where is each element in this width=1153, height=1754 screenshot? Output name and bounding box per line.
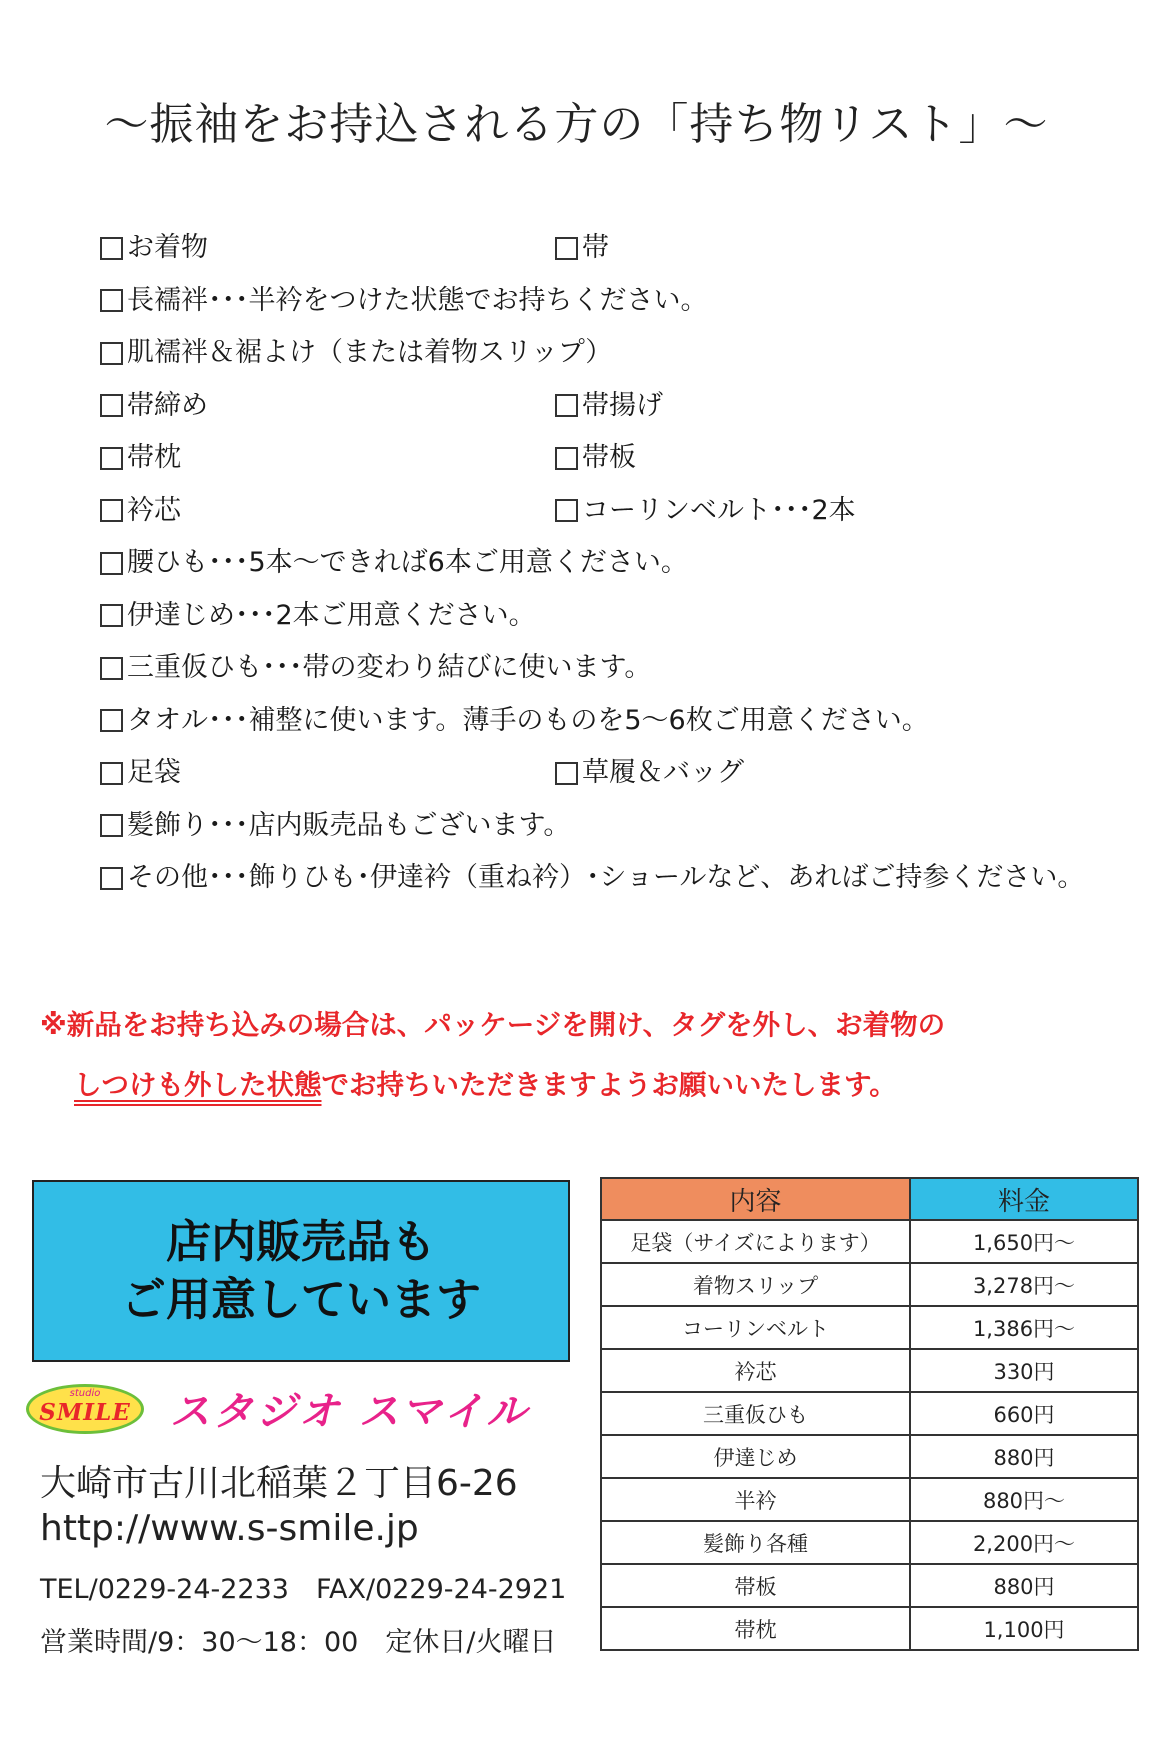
checklist-item[interactable]: 伊達じめ･･･2本ご用意ください。 <box>100 596 536 636</box>
store-url[interactable]: http://www.s-smile.jp <box>40 1508 419 1549</box>
table-header-row <box>601 1178 1138 1220</box>
checkbox-icon[interactable] <box>100 237 123 260</box>
banner-line-1: 店内販売品も <box>165 1215 436 1268</box>
checklist-item[interactable]: その他･･･飾りひも･伊達衿（重ね衿）･ショールなど、あればご持参ください。 <box>100 858 1084 898</box>
table-row <box>601 1220 1138 1263</box>
checklist <box>100 228 1120 911</box>
checklist-row <box>100 753 1120 806</box>
price-cell: 880円 <box>910 1435 1138 1478</box>
checklist-row <box>100 596 1120 649</box>
item-cell: 足袋（サイズによります） <box>601 1220 910 1263</box>
item-cell: 帯枕 <box>601 1607 910 1650</box>
checklist-row <box>100 333 1120 386</box>
checkbox-icon[interactable] <box>100 867 123 890</box>
checkbox-icon[interactable] <box>100 657 123 680</box>
table-row <box>601 1478 1138 1521</box>
checklist-item[interactable]: 長襦袢･･･半衿をつけた状態でお持ちください。 <box>100 281 708 321</box>
checklist-item[interactable]: 帯揚げ <box>555 386 663 426</box>
checklist-item[interactable]: 帯締め <box>100 386 208 426</box>
item-cell: 衿芯 <box>601 1349 910 1392</box>
item-cell: 帯板 <box>601 1564 910 1607</box>
logo-smile-text: SMILE <box>39 1399 131 1426</box>
checklist-item[interactable]: 肌襦袢＆裾よけ（または着物スリップ） <box>100 333 612 373</box>
checkbox-icon[interactable] <box>100 552 123 575</box>
checklist-item[interactable]: 衿芯 <box>100 491 181 531</box>
table-row <box>601 1435 1138 1478</box>
price-cell: 1,386円～ <box>910 1306 1138 1349</box>
checklist-row <box>100 858 1120 911</box>
table-row <box>601 1306 1138 1349</box>
store-address: 大崎市古川北稲葉２丁目6-26 <box>40 1463 518 1504</box>
table-row <box>601 1392 1138 1435</box>
table-row <box>601 1564 1138 1607</box>
checklist-row <box>100 806 1120 859</box>
notice-line-1: ※新品をお持ち込みの場合は、パッケージを開け、タグを外し、お着物の <box>40 1009 946 1041</box>
checkbox-icon[interactable] <box>100 499 123 522</box>
checklist-row <box>100 228 1120 281</box>
checklist-item[interactable]: 髪飾り･･･店内販売品もございます。 <box>100 806 570 846</box>
in-store-sales-banner <box>32 1180 570 1362</box>
smile-logo-icon <box>26 1384 144 1434</box>
item-cell: 着物スリップ <box>601 1263 910 1306</box>
price-cell: 330円 <box>910 1349 1138 1392</box>
checklist-item[interactable]: コーリンベルト･･･2本 <box>555 491 856 531</box>
price-cell: 3,278円～ <box>910 1263 1138 1306</box>
checkbox-icon[interactable] <box>555 762 578 785</box>
checklist-item[interactable]: 足袋 <box>100 753 181 793</box>
store-phone-fax: TEL/0229-24-2233 FAX/0229-24-2921 <box>40 1574 567 1605</box>
banner-line-2: ご用意しています <box>120 1273 481 1326</box>
store-logo <box>26 1380 529 1437</box>
checkbox-icon[interactable] <box>100 342 123 365</box>
price-table <box>600 1177 1139 1651</box>
price-cell: 880円 <box>910 1564 1138 1607</box>
notice-line-2 <box>40 1055 1140 1115</box>
logo-studio-text: studio <box>69 1387 101 1399</box>
item-cell: 髪飾り各種 <box>601 1521 910 1564</box>
price-cell: 2,200円～ <box>910 1521 1138 1564</box>
checkbox-icon[interactable] <box>100 289 123 312</box>
checklist-item[interactable]: タオル･･･補整に使います。薄手のものを5～6枚ご用意ください。 <box>100 701 929 741</box>
item-cell: 伊達じめ <box>601 1435 910 1478</box>
checklist-row <box>100 701 1120 754</box>
checkbox-icon[interactable] <box>100 394 123 417</box>
checkbox-icon[interactable] <box>555 499 578 522</box>
checklist-item[interactable]: 三重仮ひも･･･帯の変わり結びに使います。 <box>100 648 651 688</box>
checkbox-icon[interactable] <box>100 709 123 732</box>
checklist-row <box>100 491 1120 544</box>
checkbox-icon[interactable] <box>100 814 123 837</box>
table-row <box>601 1263 1138 1306</box>
store-name: スタジオ スマイル <box>170 1389 530 1435</box>
column-header-price: 料金 <box>910 1178 1138 1220</box>
checklist-row <box>100 438 1120 491</box>
price-cell: 1,650円～ <box>910 1220 1138 1263</box>
table-row <box>601 1349 1138 1392</box>
checklist-item[interactable]: 腰ひも･･･5本～できれば6本ご用意ください。 <box>100 543 688 583</box>
price-cell: 660円 <box>910 1392 1138 1435</box>
checkbox-icon[interactable] <box>100 447 123 470</box>
store-hours: 営業時間/9：30～18：00 定休日/火曜日 <box>40 1627 557 1658</box>
item-cell: 三重仮ひも <box>601 1392 910 1435</box>
checklist-item[interactable]: 草履＆バッグ <box>555 753 744 793</box>
checklist-row <box>100 386 1120 439</box>
table-row <box>601 1607 1138 1650</box>
new-item-notice <box>40 995 1140 1115</box>
checklist-row <box>100 648 1120 701</box>
checkbox-icon[interactable] <box>555 394 578 417</box>
table-row <box>601 1521 1138 1564</box>
checkbox-icon[interactable] <box>555 447 578 470</box>
notice-line-2-rest: でお持ちいただきますようお願いいたします。 <box>321 1069 897 1101</box>
checklist-row <box>100 281 1120 334</box>
column-header-item: 内容 <box>601 1178 910 1220</box>
price-cell: 880円～ <box>910 1478 1138 1521</box>
checkbox-icon[interactable] <box>555 237 578 260</box>
item-cell: コーリンベルト <box>601 1306 910 1349</box>
item-cell: 半衿 <box>601 1478 910 1521</box>
checklist-item[interactable]: 帯板 <box>555 438 636 478</box>
checklist-item[interactable]: 帯 <box>555 228 609 268</box>
price-cell: 1,100円 <box>910 1607 1138 1650</box>
notice-underlined-text: しつけも外した状態 <box>74 1069 322 1101</box>
checkbox-icon[interactable] <box>100 762 123 785</box>
page-title: ～振袖をお持込される方の「持ち物リスト」～ <box>104 99 1049 150</box>
checkbox-icon[interactable] <box>100 604 123 627</box>
checklist-item[interactable]: 帯枕 <box>100 438 181 478</box>
checklist-row <box>100 543 1120 596</box>
checklist-item[interactable]: お着物 <box>100 228 208 268</box>
